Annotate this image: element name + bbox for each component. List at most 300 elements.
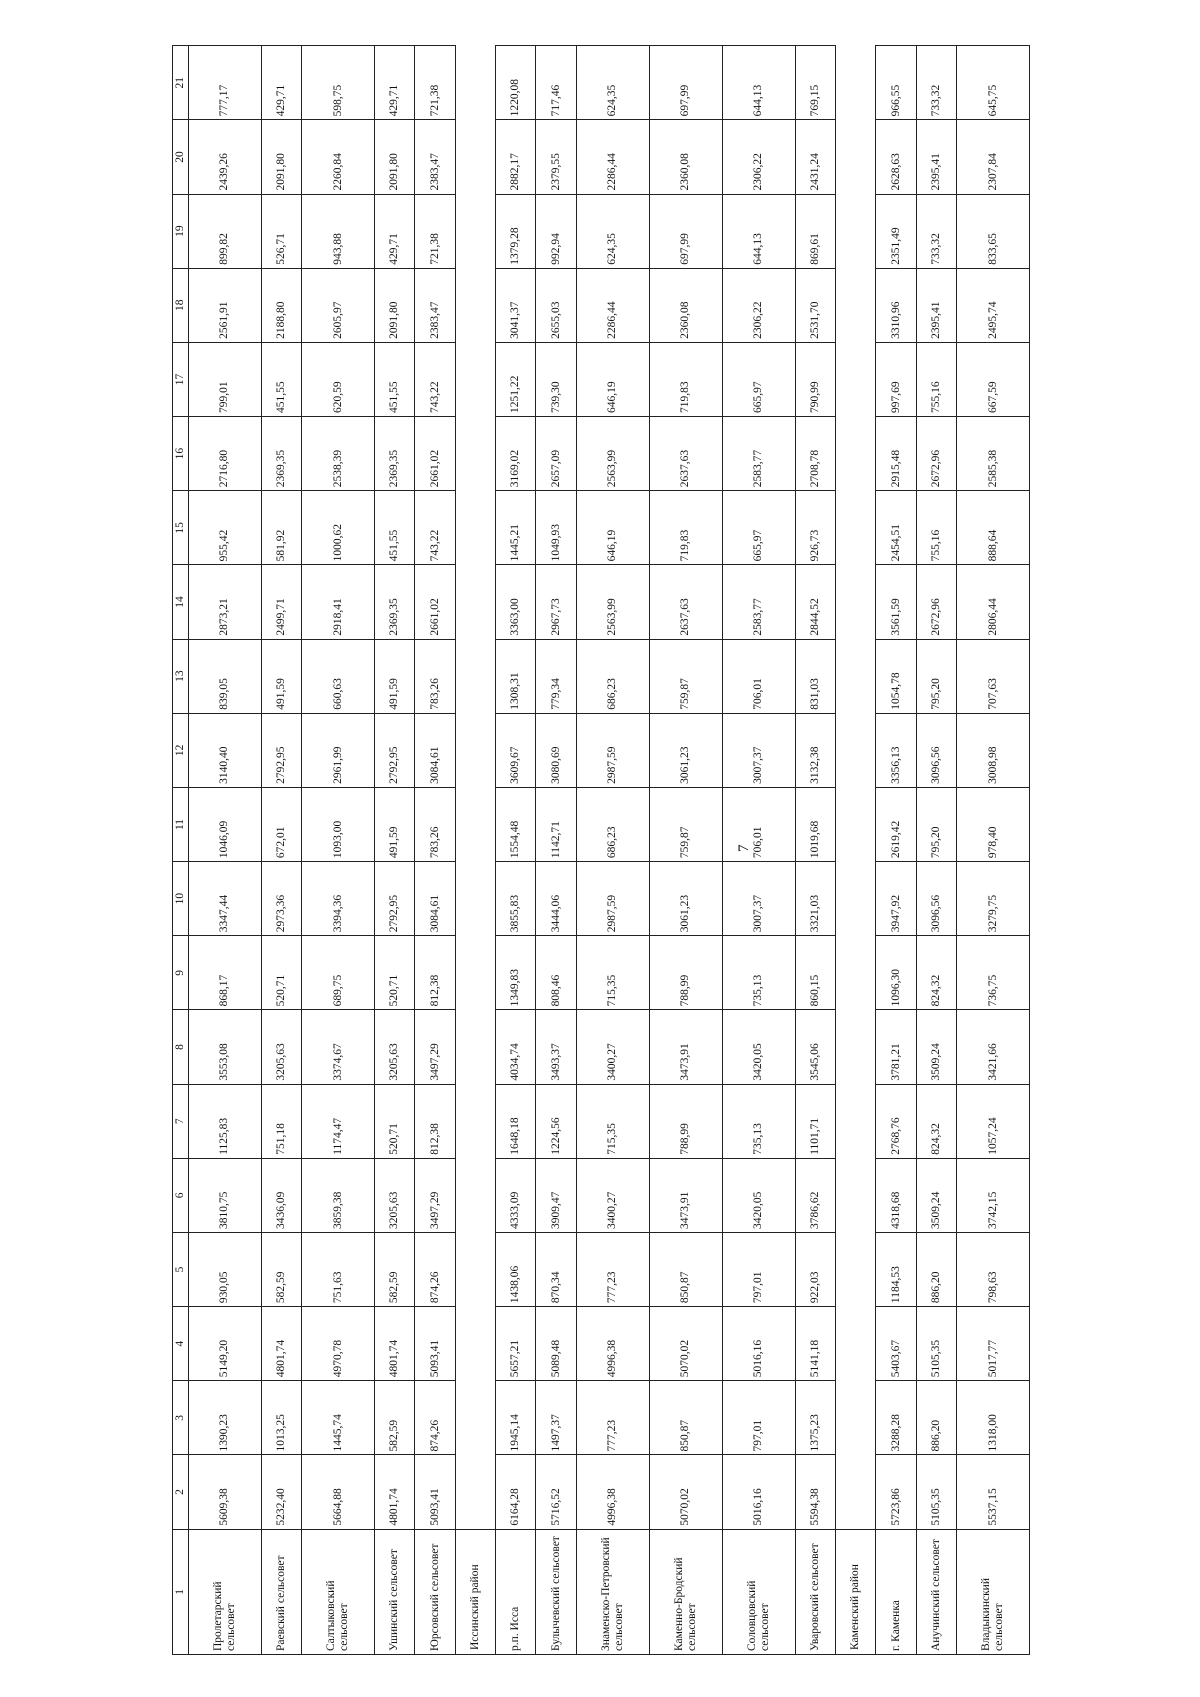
value-cell: 2454,51: [876, 491, 916, 565]
value-cell: 3205,63: [374, 1010, 414, 1084]
value-cell: 646,19: [576, 342, 649, 416]
value-cell: 1438,06: [495, 1232, 535, 1306]
value-cell: 429,71: [261, 46, 301, 120]
value-cell: 3436,09: [261, 1158, 301, 1232]
value-cell: 1379,28: [495, 194, 535, 268]
value-cell: 2882,17: [495, 120, 535, 194]
value-cell: 3493,37: [536, 1010, 576, 1084]
column-header: 11: [173, 787, 189, 861]
value-cell: 2844,52: [795, 565, 835, 639]
value-cell: 3786,62: [795, 1158, 835, 1232]
value-cell: 3061,23: [649, 862, 722, 936]
value-cell: 2499,71: [261, 565, 301, 639]
value-cell: 672,01: [261, 787, 301, 861]
settlement-name: Знаменско-Петровский сельсовет: [576, 1529, 649, 1654]
value-cell: 833,65: [956, 194, 1029, 268]
value-cell: 733,32: [916, 194, 956, 268]
value-cell: 3509,24: [916, 1010, 956, 1084]
value-cell: 1093,00: [301, 787, 374, 861]
value-cell: 689,75: [301, 936, 374, 1010]
value-cell: 799,01: [188, 342, 261, 416]
value-cell: 2395,41: [916, 268, 956, 342]
value-cell: 2395,41: [916, 120, 956, 194]
value-cell: 2628,63: [876, 120, 916, 194]
value-cell: 2672,96: [916, 565, 956, 639]
settlement-name: Раевский сельсовет: [261, 1529, 301, 1654]
value-cell: 715,35: [576, 936, 649, 1010]
column-header: 15: [173, 491, 189, 565]
value-cell: 735,13: [722, 1084, 795, 1158]
value-cell: 6164,28: [495, 1455, 535, 1529]
value-cell: 2806,44: [956, 565, 1029, 639]
column-header: 20: [173, 120, 189, 194]
value-cell: 798,63: [956, 1232, 1029, 1306]
value-cell: 3356,13: [876, 713, 916, 787]
value-cell: 735,13: [722, 936, 795, 1010]
column-header: 10: [173, 862, 189, 936]
column-header: 16: [173, 417, 189, 491]
value-cell: 739,30: [536, 342, 576, 416]
value-cell: 899,82: [188, 194, 261, 268]
value-cell: 665,97: [722, 342, 795, 416]
value-cell: 1000,62: [301, 491, 374, 565]
value-cell: 5070,02: [649, 1455, 722, 1529]
value-cell: 3497,29: [415, 1010, 455, 1084]
value-cell: 721,38: [415, 194, 455, 268]
value-cell: 755,16: [916, 491, 956, 565]
value-cell: 3553,08: [188, 1010, 261, 1084]
value-cell: 2708,78: [795, 417, 835, 491]
value-cell: 5105,35: [916, 1307, 956, 1381]
table-row: [576, 46, 649, 1655]
tariff-table: [172, 45, 1030, 1655]
settlement-name: Каменно-Бродский сельсовет: [649, 1529, 722, 1654]
value-cell: 3363,00: [495, 565, 535, 639]
value-cell: 581,92: [261, 491, 301, 565]
value-cell: 777,23: [576, 1381, 649, 1455]
value-cell: 783,26: [415, 639, 455, 713]
value-cell: 2987,59: [576, 862, 649, 936]
value-cell: 886,20: [916, 1381, 956, 1455]
value-cell: 1945,14: [495, 1381, 535, 1455]
value-cell: 2792,95: [374, 862, 414, 936]
table-row: [916, 46, 956, 1655]
value-cell: 769,15: [795, 46, 835, 120]
value-cell: 1445,21: [495, 491, 535, 565]
value-cell: 620,59: [301, 342, 374, 416]
value-cell: 812,38: [415, 1084, 455, 1158]
value-cell: 719,83: [649, 491, 722, 565]
value-cell: 1224,56: [536, 1084, 576, 1158]
value-cell: 1174,47: [301, 1084, 374, 1158]
settlement-name: Юрсовский сельсовет: [415, 1529, 455, 1654]
value-cell: 1251,22: [495, 342, 535, 416]
district-name: Иссинский район: [455, 1529, 495, 1654]
value-cell: 520,71: [374, 1084, 414, 1158]
value-cell: 5093,41: [415, 1455, 455, 1529]
value-cell: 4801,74: [261, 1307, 301, 1381]
value-cell: 707,63: [956, 639, 1029, 713]
value-cell: 697,99: [649, 194, 722, 268]
value-cell: 4333,09: [495, 1158, 535, 1232]
value-cell: 759,87: [649, 639, 722, 713]
value-cell: 2360,08: [649, 268, 722, 342]
value-cell: 2360,08: [649, 120, 722, 194]
table-row: [301, 46, 374, 1655]
value-cell: 2369,35: [261, 417, 301, 491]
value-cell: 644,13: [722, 46, 795, 120]
value-cell: 5403,67: [876, 1307, 916, 1381]
value-cell: 3742,15: [956, 1158, 1029, 1232]
value-cell: 2369,35: [374, 417, 414, 491]
value-cell: 790,99: [795, 342, 835, 416]
value-cell: 2538,39: [301, 417, 374, 491]
value-cell: 3007,37: [722, 713, 795, 787]
value-cell: 3140,40: [188, 713, 261, 787]
value-cell: 2286,44: [576, 268, 649, 342]
value-cell: 491,59: [261, 639, 301, 713]
value-cell: 686,23: [576, 639, 649, 713]
value-cell: 5232,40: [261, 1455, 301, 1529]
value-cell: 3321,03: [795, 862, 835, 936]
header-row: [173, 46, 189, 1655]
table-body: [188, 46, 1029, 1655]
value-cell: 2585,38: [956, 417, 1029, 491]
value-cell: 943,88: [301, 194, 374, 268]
value-cell: 978,40: [956, 787, 1029, 861]
value-cell: 2091,80: [374, 120, 414, 194]
value-cell: 2561,91: [188, 268, 261, 342]
column-header: 5: [173, 1232, 189, 1306]
value-cell: 667,59: [956, 342, 1029, 416]
value-cell: 717,46: [536, 46, 576, 120]
settlement-name: р.п. Исса: [495, 1529, 535, 1654]
value-cell: 3096,56: [916, 713, 956, 787]
settlement-name: Уваровский сельсовет: [795, 1529, 835, 1654]
value-cell: 2306,22: [722, 268, 795, 342]
value-cell: 2286,44: [576, 120, 649, 194]
table-row: [956, 46, 1029, 1655]
value-cell: 5016,16: [722, 1307, 795, 1381]
value-cell: 751,63: [301, 1232, 374, 1306]
value-cell: 751,18: [261, 1084, 301, 1158]
value-cell: 3061,23: [649, 713, 722, 787]
value-cell: 1220,08: [495, 46, 535, 120]
value-cell: 451,55: [261, 342, 301, 416]
value-cell: 3473,91: [649, 1010, 722, 1084]
value-cell: 3169,02: [495, 417, 535, 491]
district-name: Каменский район: [835, 1529, 875, 1654]
value-cell: 5017,77: [956, 1307, 1029, 1381]
value-cell: 2431,24: [795, 120, 835, 194]
column-header: 19: [173, 194, 189, 268]
value-cell: 1057,24: [956, 1084, 1029, 1158]
value-cell: 1308,31: [495, 639, 535, 713]
value-cell: 598,75: [301, 46, 374, 120]
value-cell: 824,32: [916, 936, 956, 1010]
value-cell: 2379,55: [536, 120, 576, 194]
value-cell: 2260,84: [301, 120, 374, 194]
value-cell: 697,99: [649, 46, 722, 120]
column-header: 7: [173, 1084, 189, 1158]
value-cell: 4801,74: [374, 1455, 414, 1529]
value-cell: 5105,35: [916, 1455, 956, 1529]
value-cell: 2383,47: [415, 120, 455, 194]
value-cell: 5141,18: [795, 1307, 835, 1381]
value-cell: 3497,29: [415, 1158, 455, 1232]
value-cell: 997,69: [876, 342, 916, 416]
value-cell: 2873,21: [188, 565, 261, 639]
value-cell: 3545,06: [795, 1010, 835, 1084]
value-cell: 3855,83: [495, 862, 535, 936]
value-cell: 3080,69: [536, 713, 576, 787]
value-cell: 429,71: [374, 46, 414, 120]
value-cell: 582,59: [374, 1232, 414, 1306]
value-cell: 3400,27: [576, 1010, 649, 1084]
settlement-name: Булычевский сельсовет: [536, 1529, 576, 1654]
value-cell: 5070,02: [649, 1307, 722, 1381]
value-cell: 3609,67: [495, 713, 535, 787]
value-cell: 824,32: [916, 1084, 956, 1158]
value-cell: 5609,38: [188, 1455, 261, 1529]
value-cell: 526,71: [261, 194, 301, 268]
value-cell: 660,63: [301, 639, 374, 713]
value-cell: 1390,23: [188, 1381, 261, 1455]
value-cell: 686,23: [576, 787, 649, 861]
value-cell: 2439,26: [188, 120, 261, 194]
value-cell: 1318,00: [956, 1381, 1029, 1455]
value-cell: 2383,47: [415, 268, 455, 342]
value-cell: 3444,06: [536, 862, 576, 936]
value-cell: 4996,38: [576, 1307, 649, 1381]
value-cell: 1142,71: [536, 787, 576, 861]
table-row: [495, 46, 535, 1655]
value-cell: 2657,09: [536, 417, 576, 491]
value-cell: 491,59: [374, 787, 414, 861]
value-cell: 2637,63: [649, 565, 722, 639]
value-cell: 1497,37: [536, 1381, 576, 1455]
value-cell: 3288,28: [876, 1381, 916, 1455]
value-cell: 5594,38: [795, 1455, 835, 1529]
value-cell: 706,01: [722, 787, 795, 861]
value-cell: 2583,77: [722, 565, 795, 639]
value-cell: 3347,44: [188, 862, 261, 936]
value-cell: 624,35: [576, 194, 649, 268]
value-cell: 5657,21: [495, 1307, 535, 1381]
value-cell: 870,34: [536, 1232, 576, 1306]
table-row: [374, 46, 414, 1655]
district-row-spacer: [455, 46, 495, 1530]
table-row: [649, 46, 722, 1655]
value-cell: 2655,03: [536, 268, 576, 342]
value-cell: 2605,97: [301, 268, 374, 342]
value-cell: 5093,41: [415, 1307, 455, 1381]
value-cell: 874,26: [415, 1232, 455, 1306]
value-cell: 922,03: [795, 1232, 835, 1306]
value-cell: 644,13: [722, 194, 795, 268]
value-cell: 5089,48: [536, 1307, 576, 1381]
value-cell: 5149,20: [188, 1307, 261, 1381]
value-cell: 2716,80: [188, 417, 261, 491]
value-cell: 3561,59: [876, 565, 916, 639]
value-cell: 4801,74: [374, 1307, 414, 1381]
value-cell: 3420,05: [722, 1158, 795, 1232]
value-cell: 860,15: [795, 936, 835, 1010]
table-row: [795, 46, 835, 1655]
value-cell: 645,75: [956, 46, 1029, 120]
value-cell: 3374,67: [301, 1010, 374, 1084]
value-cell: 2307,84: [956, 120, 1029, 194]
value-cell: 451,55: [374, 491, 414, 565]
value-cell: 966,55: [876, 46, 916, 120]
value-cell: 3096,56: [916, 862, 956, 936]
value-cell: 4970,78: [301, 1307, 374, 1381]
value-cell: 3041,37: [495, 268, 535, 342]
value-cell: 839,05: [188, 639, 261, 713]
table-row: [415, 46, 455, 1655]
settlement-name: Владыкинский сельсовет: [956, 1529, 1029, 1654]
column-header: 18: [173, 268, 189, 342]
value-cell: 646,19: [576, 491, 649, 565]
value-cell: 2351,49: [876, 194, 916, 268]
value-cell: 777,23: [576, 1232, 649, 1306]
page-number: 7: [736, 844, 752, 852]
value-cell: 1049,93: [536, 491, 576, 565]
value-cell: 2792,95: [261, 713, 301, 787]
value-cell: 3279,75: [956, 862, 1029, 936]
value-cell: 1554,48: [495, 787, 535, 861]
column-header: 3: [173, 1381, 189, 1455]
value-cell: 2973,36: [261, 862, 301, 936]
table-row: [188, 46, 261, 1655]
value-cell: 3810,75: [188, 1158, 261, 1232]
value-cell: 1445,74: [301, 1381, 374, 1455]
value-cell: 5664,88: [301, 1455, 374, 1529]
value-cell: 743,22: [415, 491, 455, 565]
table-row: [876, 46, 916, 1655]
district-row: [455, 46, 495, 1655]
value-cell: 1184,53: [876, 1232, 916, 1306]
value-cell: 808,46: [536, 936, 576, 1010]
column-header: 12: [173, 713, 189, 787]
settlement-name: г. Каменка: [876, 1529, 916, 1654]
value-cell: 1054,78: [876, 639, 916, 713]
value-cell: 868,17: [188, 936, 261, 1010]
district-row-spacer: [835, 46, 875, 1530]
value-cell: 3400,27: [576, 1158, 649, 1232]
value-cell: 850,87: [649, 1381, 722, 1455]
value-cell: 2091,80: [374, 268, 414, 342]
value-cell: 2961,99: [301, 713, 374, 787]
value-cell: 797,01: [722, 1232, 795, 1306]
value-cell: 3310,96: [876, 268, 916, 342]
value-cell: 3859,38: [301, 1158, 374, 1232]
value-cell: 2768,76: [876, 1084, 916, 1158]
value-cell: 3781,21: [876, 1010, 916, 1084]
value-cell: 2918,41: [301, 565, 374, 639]
value-cell: 795,20: [916, 787, 956, 861]
value-cell: 2967,73: [536, 565, 576, 639]
value-cell: 2619,42: [876, 787, 916, 861]
value-cell: 759,87: [649, 787, 722, 861]
value-cell: 2672,96: [916, 417, 956, 491]
settlement-name: Пролетарский сельсовет: [188, 1529, 261, 1654]
column-header: 9: [173, 936, 189, 1010]
value-cell: 955,42: [188, 491, 261, 565]
rotated-table-container: [172, 45, 1030, 1655]
settlement-name: Ушинский сельсовет: [374, 1529, 414, 1654]
value-cell: 1013,25: [261, 1381, 301, 1455]
value-cell: 721,38: [415, 46, 455, 120]
column-header: 8: [173, 1010, 189, 1084]
value-cell: 886,20: [916, 1232, 956, 1306]
value-cell: 2915,48: [876, 417, 916, 491]
value-cell: 4034,74: [495, 1010, 535, 1084]
value-cell: 2495,74: [956, 268, 1029, 342]
value-cell: 582,59: [374, 1381, 414, 1455]
value-cell: 624,35: [576, 46, 649, 120]
value-cell: 2661,02: [415, 417, 455, 491]
value-cell: 2661,02: [415, 565, 455, 639]
value-cell: 874,26: [415, 1381, 455, 1455]
value-cell: 3084,61: [415, 713, 455, 787]
column-header: 21: [173, 46, 189, 120]
column-header: 2: [173, 1455, 189, 1529]
value-cell: 1125,83: [188, 1084, 261, 1158]
value-cell: 4318,68: [876, 1158, 916, 1232]
value-cell: 777,17: [188, 46, 261, 120]
value-cell: 2987,59: [576, 713, 649, 787]
value-cell: 1019,68: [795, 787, 835, 861]
value-cell: 1349,83: [495, 936, 535, 1010]
value-cell: 2531,70: [795, 268, 835, 342]
value-cell: 788,99: [649, 936, 722, 1010]
value-cell: 3132,38: [795, 713, 835, 787]
column-header: 13: [173, 639, 189, 713]
value-cell: 3947,92: [876, 862, 916, 936]
value-cell: 3007,37: [722, 862, 795, 936]
column-header: 4: [173, 1307, 189, 1381]
value-cell: 665,97: [722, 491, 795, 565]
value-cell: 1375,23: [795, 1381, 835, 1455]
value-cell: 1648,18: [495, 1084, 535, 1158]
value-cell: 3473,91: [649, 1158, 722, 1232]
value-cell: 2583,77: [722, 417, 795, 491]
value-cell: 2091,80: [261, 120, 301, 194]
column-header: 1: [173, 1529, 189, 1654]
value-cell: 1096,30: [876, 936, 916, 1010]
value-cell: 888,64: [956, 491, 1029, 565]
column-header: 14: [173, 565, 189, 639]
value-cell: 930,05: [188, 1232, 261, 1306]
value-cell: 755,16: [916, 342, 956, 416]
value-cell: 869,61: [795, 194, 835, 268]
value-cell: 4996,38: [576, 1455, 649, 1529]
value-cell: 3394,36: [301, 862, 374, 936]
value-cell: 3084,61: [415, 862, 455, 936]
value-cell: 706,01: [722, 639, 795, 713]
table-row: [722, 46, 795, 1655]
value-cell: 719,83: [649, 342, 722, 416]
value-cell: 491,59: [374, 639, 414, 713]
value-cell: 2563,99: [576, 565, 649, 639]
settlement-name: Соловцовский сельсовет: [722, 1529, 795, 1654]
value-cell: 3421,66: [956, 1010, 1029, 1084]
column-header: 17: [173, 342, 189, 416]
value-cell: 797,01: [722, 1381, 795, 1455]
settlement-name: Анучинский сельсовет: [916, 1529, 956, 1654]
value-cell: 2306,22: [722, 120, 795, 194]
